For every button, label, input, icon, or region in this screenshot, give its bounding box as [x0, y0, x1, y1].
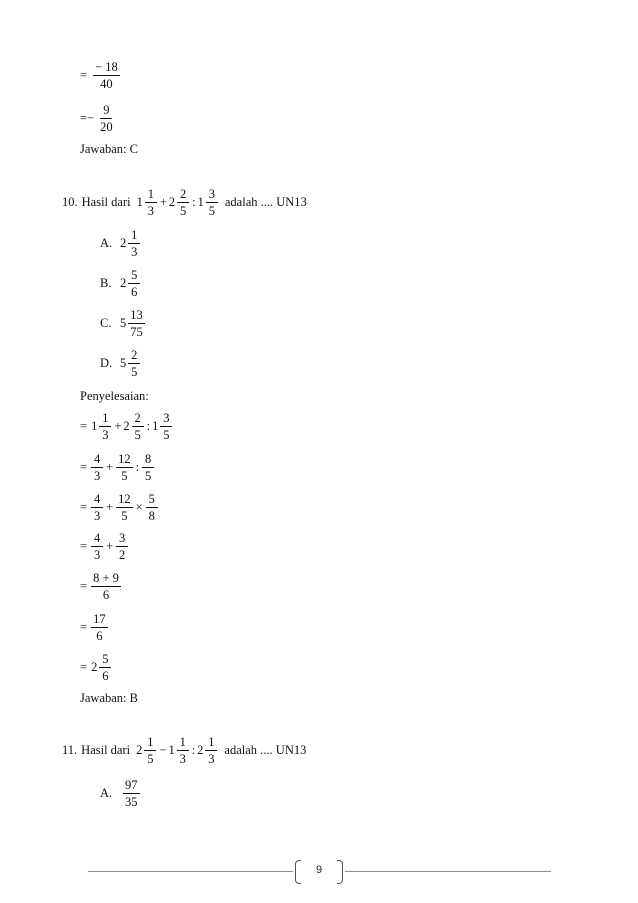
question-number: 11.	[62, 743, 78, 757]
footer-bracket-right	[337, 860, 343, 884]
option-letter: A.	[100, 236, 113, 250]
question-suffix: adalah .... UN13	[224, 743, 307, 757]
fraction: $\frac{97}{35}$	[125, 778, 138, 809]
answer-text: Jawaban: B	[80, 691, 138, 705]
solution-step-3: = $\frac{4}{3}$ + $\frac{12}{5}$ × $\frac{5}{8}$	[80, 492, 159, 523]
option-letter: B.	[100, 276, 112, 290]
solution-step-6: = $\frac{17}{6}$	[80, 612, 106, 643]
top-step-2	[80, 103, 116, 134]
fraction: $\frac{17}{6}$	[93, 612, 106, 643]
fraction: $\frac{5}{6}$	[99, 652, 111, 683]
question-prefix: Hasil dari	[81, 743, 131, 757]
fraction: $\frac{- 18}{40}$	[95, 60, 118, 91]
fraction: $\frac{1}{3}$	[99, 411, 111, 442]
page-number: 9	[315, 864, 323, 876]
question-prefix: Hasil dari	[81, 195, 131, 209]
fraction: $\frac{1}{3}$	[145, 187, 157, 218]
equals-sign: =	[80, 68, 88, 82]
fraction: $\frac{3}{2}$	[116, 531, 128, 562]
question-expression: 1 $\frac{1}{3}$ + 2 $\frac{2}{5}$ : 1 $\frac{3}{5}$	[137, 187, 219, 218]
question-expression: 2 $\frac{1}{5}$ − 1 $\frac{1}{3}$ : 2 $\frac{1}{3}$	[136, 735, 218, 766]
solution-title: Penyelesaian:	[80, 389, 149, 403]
fraction: $\frac{3}{5}$	[206, 187, 218, 218]
solution-step-2: = $\frac{4}{3}$ + $\frac{12}{5}$ : $\frac{8}{5}$	[80, 452, 155, 483]
option-letter: D.	[100, 356, 113, 370]
fraction: $\frac{1}{5}$	[144, 735, 156, 766]
fraction: $\frac{2}{5}$	[177, 187, 189, 218]
answer-text: Jawaban: C	[80, 142, 138, 156]
fraction: $\frac{12}{5}$	[118, 492, 131, 523]
fraction: $\frac{5}{6}$	[128, 268, 140, 299]
option-letter: A.	[100, 786, 113, 800]
fraction: $\frac{2}{5}$	[128, 348, 140, 379]
fraction: $\frac{9}{20}$	[100, 103, 113, 134]
equals-minus-sign: =−	[80, 111, 95, 125]
solution-step-4: = $\frac{4}{3}$ + $\frac{3}{2}$	[80, 531, 129, 562]
footer-rule-right	[345, 871, 551, 872]
fraction: $\frac{8 + 9}{6}$	[93, 571, 119, 602]
question-suffix: adalah .... UN13	[224, 195, 307, 209]
fraction: $\frac{5}{8}$	[146, 492, 158, 523]
fraction: $\frac{1}{3}$	[205, 735, 217, 766]
option-letter: C.	[100, 316, 112, 330]
top-step-1	[80, 60, 121, 91]
solution-step-5: = $\frac{8 + 9}{6}$	[80, 571, 119, 602]
fraction: $\frac{13}{75}$	[130, 308, 143, 339]
solution-step-7: = 2 $\frac{5}{6}$	[80, 652, 112, 683]
question-number: 10.	[62, 195, 78, 209]
fraction: $\frac{2}{5}$	[132, 411, 144, 442]
option-a: A. 2 $\frac{1}{3}$	[100, 228, 141, 259]
option-d: D. 5 $\frac{2}{5}$	[100, 348, 141, 379]
fraction: $\frac{4}{3}$	[91, 531, 103, 562]
question-10	[62, 187, 307, 218]
fraction: $\frac{4}{3}$	[91, 492, 103, 523]
footer-rule-left	[88, 871, 293, 872]
fraction: $\frac{8}{5}$	[142, 452, 154, 483]
fraction: $\frac{1}{3}$	[128, 228, 140, 259]
solution-step-1: = 1 $\frac{1}{3}$ + 2 $\frac{2}{5}$ : 1 $\frac{3}{5}$	[80, 411, 173, 442]
fraction: $\frac{4}{3}$	[91, 452, 103, 483]
question-11	[62, 735, 306, 766]
fraction: $\frac{12}{5}$	[118, 452, 131, 483]
fraction: $\frac{1}{3}$	[177, 735, 189, 766]
option-b: B. 2 $\frac{5}{6}$	[100, 268, 141, 299]
option-c: C. 5 $\frac{13}{75}$	[100, 308, 143, 339]
fraction: $\frac{3}{5}$	[160, 411, 172, 442]
option-a	[100, 778, 141, 809]
